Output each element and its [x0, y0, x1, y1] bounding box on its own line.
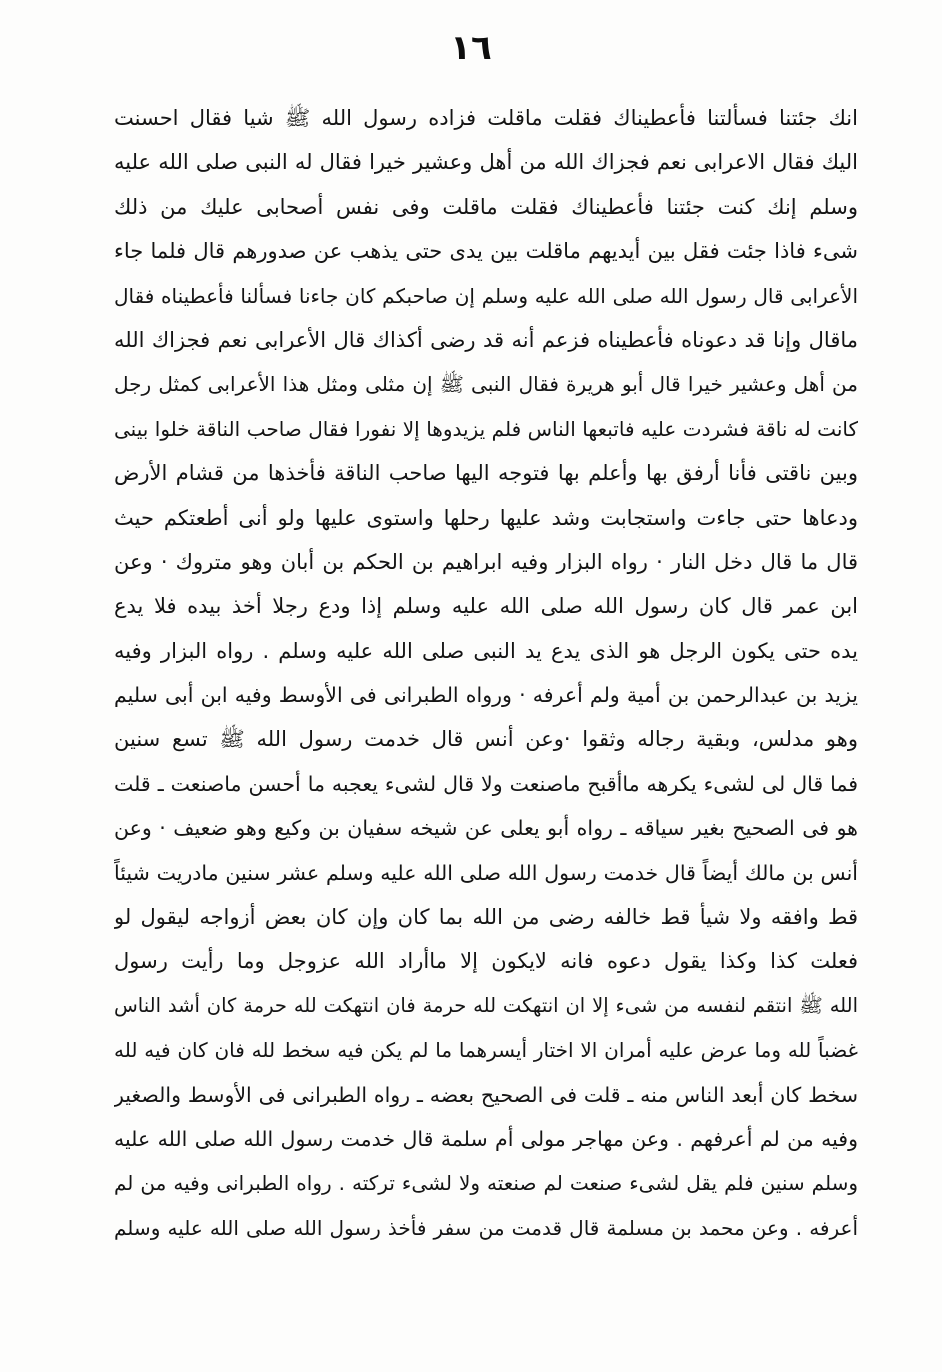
- text-line: انك جئتنا فسألتنا فأعطيناك فقلت ماقلت فزاده رسول الله ﷺ شيا فقال احسنت: [114, 106, 858, 130]
- text-line: شىء فاذا جئت فقل بين أيديهم ماقلت بين يدى حتى يذهب عن صدورهم قال فلما جاء: [114, 239, 858, 264]
- text-line: وهو مدلس، وبقية رجاله وثقوا ·وعن أنس قال خدمت رسول الله ﷺ تسع سنين: [114, 727, 858, 752]
- text-line: وسلم إنك كنت جئتنا فأعطيناك فقلت ماقلت وفى نفس أصحابى عليك من ذلك: [114, 194, 858, 219]
- text-line: وفيه من لم أعرفهم . وعن مهاجر مولى أم سلمة قال خدمت رسول الله صلى الله عليه: [114, 1126, 858, 1151]
- text-line: أعرفه . وعن محمد بن مسلمة قال قدمت من سفر فأخذ رسول الله صلى الله عليه وسلم: [114, 1215, 858, 1240]
- text-line: أنس بن مالك أيضاً قال خدمت رسول الله صلى الله عليه وسلم عشر سنين مادريت شيئاً: [114, 860, 858, 885]
- text-line: فما قال لى لشىء يكرهه ماأقبح ماصنعت ولا قال لشىء يعجبه ما أحسن ماصنعت ـ قلت: [114, 771, 858, 796]
- text-line: قال ما قال دخل النار · رواه البزار وفيه ابراهيم بن الحكم بن أبان وهو متروك · وعن: [114, 549, 858, 574]
- text-line: قط وافقه ولا شيأ قط خالفه رضى من الله بما كان وإن كان بعض أزواجه ليقول لو: [114, 905, 858, 930]
- text-line: كانت له ناقة فشردت عليه فاتبعها الناس فلم يزيدوها إلا نفورا فقال صاحب الناقة خلوا بينى: [114, 416, 858, 441]
- text-line: ماقال وإنا قد دعوناه فأعطيناه فزعم أنه قد رضى أكذاك قال الأعرابى نعم فجزاك الله: [114, 327, 858, 352]
- text-line: من أهل وعشير خيرا قال أبو هريرة فقال النبى ﷺ إن مثلى ومثل هذا الأعرابى كمثل رجل: [114, 372, 858, 397]
- page-number: ١٦: [450, 28, 492, 68]
- text-line: يده حتى يكون الرجل هو الذى يدع يد النبى صلى الله عليه وسلم . رواه البزار وفيه: [114, 638, 858, 663]
- text-line: ابن عمر قال كان رسول الله صلى الله عليه وسلم إذا ودع رجلا أخذ بيده فلا يدع: [114, 594, 858, 619]
- text-line: وبين ناقتى فأنا أرفق بها وأعلم بها فتوجه اليها صاحب الناقة فأخذها من قشام الأرض: [114, 461, 858, 486]
- text-line: غضباً لله وما عرض عليه أمران الا اختار أيسرهما ما لم يكن فيه سخط لله فان كان فيه لله: [114, 1038, 858, 1063]
- text-line: الله ﷺ انتقم لنفسه من شىء إلا ان انتهكت لله حرمة فان انتهكت لله حرمة كان أشد الناس: [114, 993, 858, 1017]
- text-line: يزيد بن عبدالرحمن بن أمية ولم أعرفه · ورواه الطبرانى فى الأوسط وفيه ابن أبى سليم: [114, 683, 858, 708]
- text-line: ودعاها حتى جاءت واستجابت وشد عليها رحلها واستوى عليها ولو أنى أطعتكم حيث: [114, 505, 858, 530]
- text-line: الأعرابى قال رسول الله صلى الله عليه وسلم إن صاحبكم كان جاءنا فسألنا فأعطيناه فقال: [114, 283, 858, 308]
- body-text: [114, 96, 858, 1250]
- text-line: فعلت كذا وكذا يقول دعوه فانه لايكون إلا ماأراد الله عزوجل وما رأيت رسول: [114, 949, 858, 974]
- text-line: وسلم سنين فلم يقل لشىء صنعت لم صنعته ولا لشىء تركته . رواه الطبرانى وفيه من لم: [114, 1171, 858, 1196]
- text-line: اليك فقال الاعرابى نعم فجزاك الله من أهل وعشير خيرا فقال له النبى صلى الله عليه: [114, 150, 858, 175]
- text-line: هو فى الصحيح بغير سياقه ـ رواه أبو يعلى عن شيخه سفيان بن وكيع وهو ضعيف · وعن: [114, 816, 858, 841]
- text-line: سخط كان أبعد الناس منه ـ قلت فى الصحيح بعضه ـ رواه الطبرانى فى الأوسط والصغير: [114, 1082, 858, 1107]
